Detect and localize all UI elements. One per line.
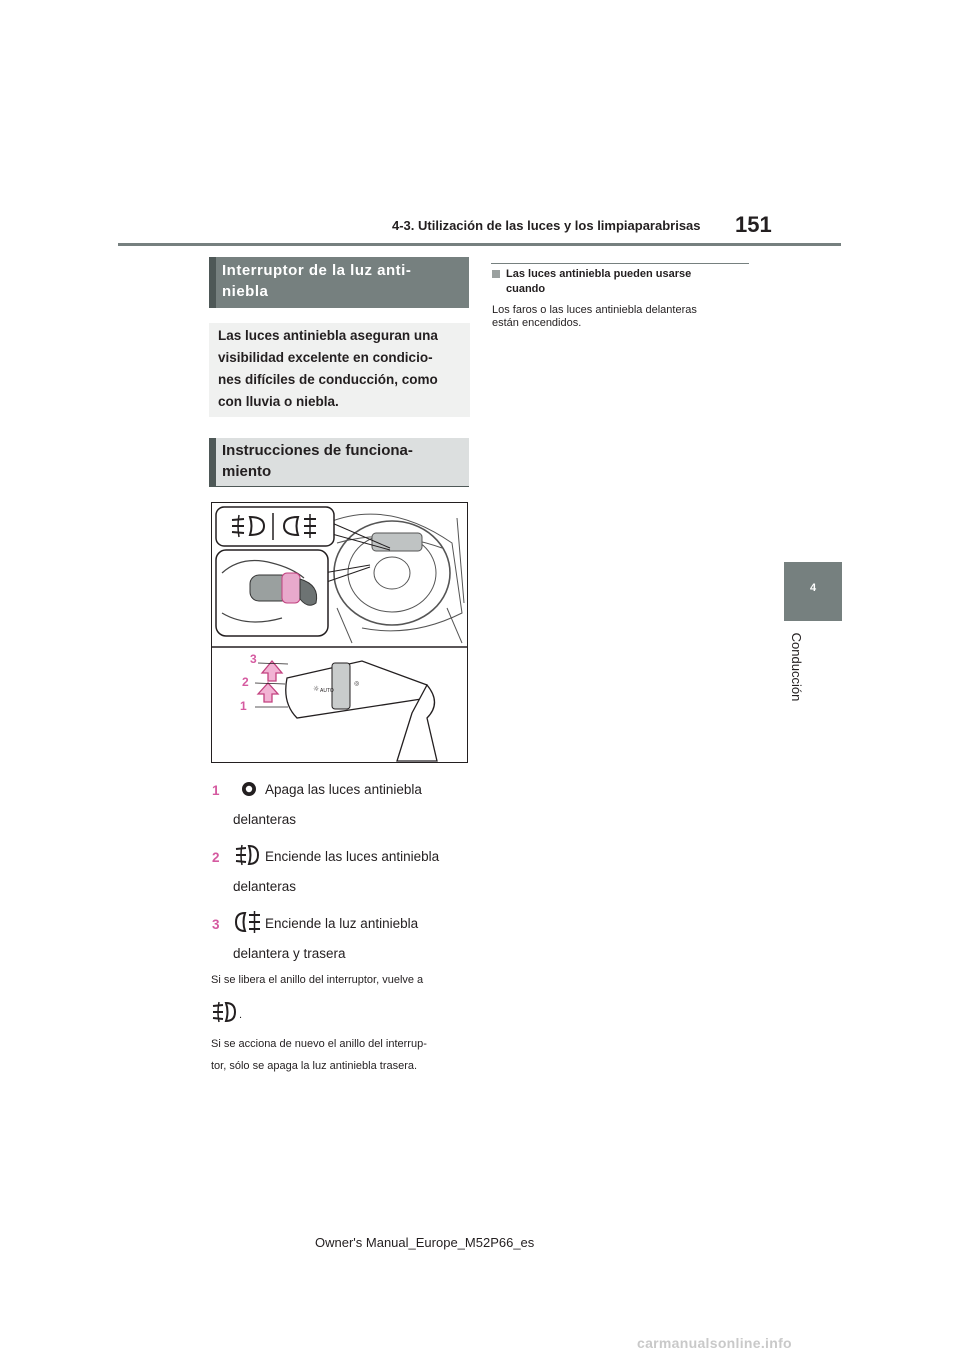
section-title-line-2: niebla	[222, 283, 269, 300]
note-rear-fog-off	[211, 1033, 427, 1077]
switch-label-auto: AUTO	[320, 688, 334, 694]
running-header: 4-3. Utilización de las luces y los limpiaparabrisas	[392, 218, 701, 233]
dashboard-drawing	[327, 514, 464, 643]
note-line: Si se acciona de nuevo el anillo del interrup-	[211, 1038, 427, 1050]
intro-text	[218, 325, 466, 413]
callout-1: 1	[240, 699, 247, 713]
hand-inset	[216, 550, 328, 636]
body-line: Los faros o las luces antiniebla delanteras	[492, 304, 697, 316]
subsection-title-accent	[209, 438, 216, 486]
item-1-text-cont: delanteras	[233, 812, 297, 827]
front-fog-icon	[211, 1000, 237, 1024]
illustration-svg	[212, 503, 467, 762]
front-fog-icon	[234, 843, 260, 867]
svg-text:◎: ◎	[354, 680, 360, 687]
section-title	[222, 260, 462, 302]
fog-switch-illustration	[211, 502, 468, 763]
list-item-1	[212, 782, 220, 800]
list-item-3	[212, 916, 220, 934]
note-line: tor, sólo se apaga la luz antiniebla trasera.	[211, 1060, 418, 1072]
item-1-text: Apaga las luces antiniebla	[265, 782, 422, 797]
item-2-text-cont: delanteras	[233, 879, 297, 894]
right-column-body	[492, 304, 750, 330]
item-number: 2	[212, 850, 220, 865]
heading-line: Las luces antiniebla pueden usarse	[506, 268, 692, 280]
light-switch-lever	[286, 661, 437, 761]
watermark: carmanualsonline.info	[637, 1335, 792, 1351]
chapter-number: 4	[809, 582, 817, 594]
item-3-text-cont: delantera y trasera	[233, 946, 346, 961]
intro-line: Las luces antiniebla aseguran una	[218, 328, 438, 343]
fog-symbols-inset	[216, 507, 334, 546]
subsection-title-rule	[209, 486, 469, 487]
note-period: .	[239, 1009, 243, 1021]
intro-line: visibilidad excelente en condicio-	[218, 350, 433, 365]
heading-line: cuando	[506, 283, 546, 295]
intro-line: con lluvia o niebla.	[218, 394, 339, 409]
subsection-title-line-1: Instrucciones de funciona-	[222, 442, 413, 459]
item-number: 3	[212, 917, 220, 932]
item-3-text: Enciende la luz antiniebla	[265, 916, 419, 931]
callout-2: 2	[242, 675, 249, 689]
svg-text:☼: ☼	[313, 685, 320, 693]
subsection-title-line-2: miento	[222, 463, 272, 480]
page-number: 151	[735, 212, 772, 237]
body-line: están encendidos.	[492, 317, 582, 329]
square-bullet-icon	[492, 270, 500, 278]
item-2-text: Enciende las luces antiniebla	[265, 849, 440, 864]
chapter-label: Conducción	[789, 632, 804, 702]
section-title-line-1: Interruptor de la luz anti-	[222, 262, 412, 279]
item-number: 1	[212, 783, 220, 798]
callout-3: 3	[250, 652, 257, 666]
rear-fog-icon	[234, 910, 262, 934]
intro-line: nes difíciles de conducción, como	[218, 372, 438, 387]
right-column-rule	[491, 263, 749, 264]
header-rule	[118, 243, 841, 246]
arrow-2	[258, 683, 278, 702]
section-title-accent	[209, 257, 216, 308]
footer-manual-id: Owner's Manual_Europe_M52P66_es	[315, 1235, 535, 1250]
list-item-2	[212, 849, 220, 867]
note-release-ring: Si se libera el anillo del interruptor, vuelve a	[211, 974, 424, 986]
subsection-title	[222, 440, 462, 482]
right-column-heading	[506, 267, 746, 297]
fog-off-icon	[240, 780, 258, 798]
